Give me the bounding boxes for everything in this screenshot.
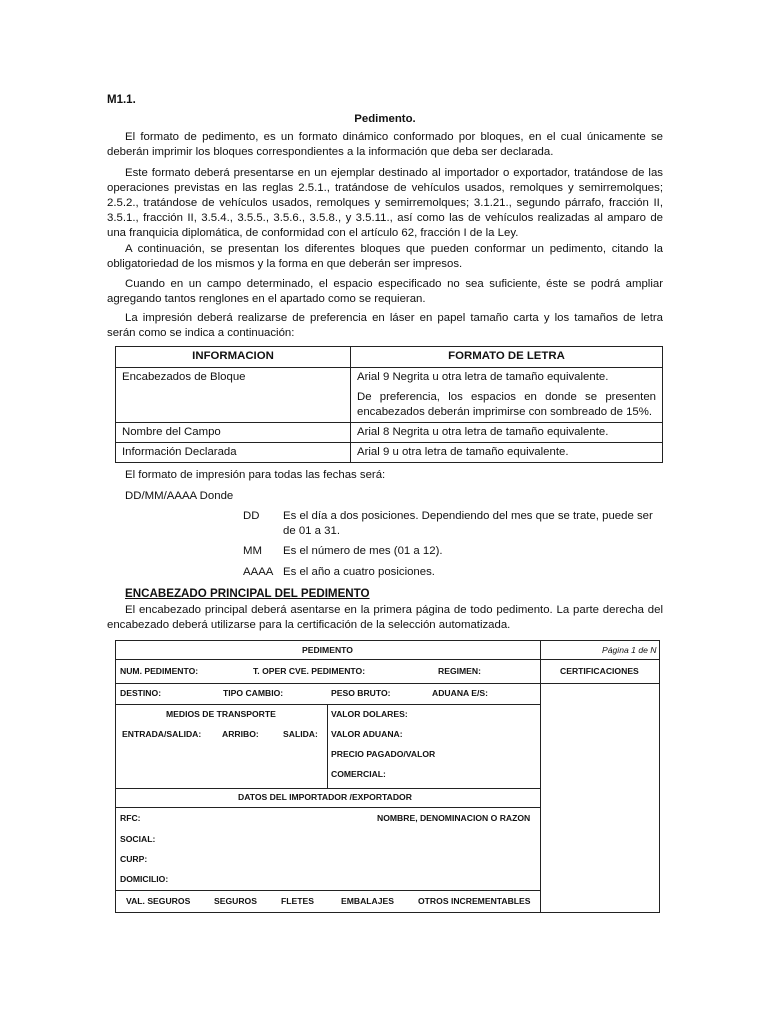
- paragraph-3: A continuación, se presentan los diferentes bloques que pueden conformar un pedimento, citando la obligatoriedad de los mismos y la forma en que deberán ser impresos.: [107, 243, 663, 270]
- table-header-format: FORMATO DE LETRA: [351, 347, 663, 368]
- field-entrada-salida: ENTRADA/SALIDA:: [122, 729, 202, 739]
- field-salida: SALIDA:: [283, 729, 318, 739]
- table-cell: Información Declarada: [116, 443, 351, 463]
- field-embalajes: EMBALAJES: [341, 896, 395, 906]
- field-otros-incrementables: OTROS INCREMENTABLES: [418, 896, 531, 906]
- field-valor-aduana: VALOR ADUANA:: [331, 729, 403, 739]
- date-format-pattern: DD/MM/AAAA Donde: [125, 490, 234, 502]
- form-page-number: Página 1 de N: [602, 645, 657, 655]
- form-divider: [116, 788, 540, 789]
- table-cell: [351, 368, 663, 423]
- date-def-text: Es el día a dos posiciones. Dependiendo del mes que se trate, puede ser de 01 a 31.: [283, 510, 653, 537]
- field-val-seguros: VAL. SEGUROS: [126, 896, 191, 906]
- table-cell: Arial 8 Negrita u otra letra de tamaño equivalente.: [351, 423, 663, 443]
- table-cell: Nombre del Campo: [116, 423, 351, 443]
- field-arribo: ARRIBO:: [222, 729, 259, 739]
- field-medios-transporte: MEDIOS DE TRANSPORTE: [166, 709, 276, 719]
- field-social: SOCIAL:: [120, 834, 156, 844]
- table-header-info: INFORMACION: [116, 347, 351, 368]
- field-fletes: FLETES: [281, 896, 314, 906]
- date-def-key: AAAA: [243, 566, 274, 578]
- table-cell: Encabezados de Bloque: [116, 368, 351, 423]
- field-num-pedimento: NUM. PEDIMENTO:: [120, 666, 199, 676]
- field-tipo-cambio: TIPO CAMBIO:: [223, 688, 284, 698]
- field-curp: CURP:: [120, 854, 148, 864]
- font-format-table: [115, 346, 663, 463]
- field-aduana: ADUANA E/S:: [432, 688, 489, 698]
- field-certificaciones: CERTIFICACIONES: [560, 666, 639, 676]
- pedimento-form: [115, 640, 660, 913]
- form-divider: [116, 890, 540, 891]
- form-divider: [116, 683, 659, 684]
- section-heading: ENCABEZADO PRINCIPAL DEL PEDIMENTO: [125, 587, 370, 600]
- field-t-oper: T. OPER CVE. PEDIMENTO:: [253, 666, 366, 676]
- field-peso-bruto: PESO BRUTO:: [331, 688, 391, 698]
- section-code: M1.1.: [107, 94, 136, 106]
- field-regimen: REGIMEN:: [438, 666, 481, 676]
- form-divider: [327, 704, 328, 788]
- field-domicilio: DOMICILIO:: [120, 874, 169, 884]
- field-destino: DESTINO:: [120, 688, 162, 698]
- date-def-text: Es el año a cuatro posiciones.: [283, 566, 435, 578]
- table-row: [116, 443, 663, 463]
- table-cell-text: De preferencia, los espacios en donde se presenten encabezados deberán imprimirse con sombreado de 15%.: [357, 391, 656, 418]
- form-divider: [540, 641, 541, 912]
- table-row: [116, 423, 663, 443]
- paragraph-5: La impresión deberá realizarse de preferencia en láser en papel tamaño carta y los tamaños de letra serán como se indica a continuación:: [107, 312, 663, 339]
- paragraph-1: El formato de pedimento, es un formato dinámico conformado por bloques, en el cual únicamente se deberán imprimir los bloques correspondientes a la información que deba ser declarada.: [107, 131, 663, 158]
- field-datos-importador: DATOS DEL IMPORTADOR /EXPORTADOR: [238, 792, 412, 802]
- date-format-intro: El formato de impresión para todas las fechas será:: [125, 469, 386, 481]
- date-def-text: Es el número de mes (01 a 12).: [283, 545, 443, 557]
- paragraph-2: Este formato deberá presentarse en un ejemplar destinado al importador o exportador, tratándose de las operaciones previstas en las reglas 2.5.1., tratándose de vehículos usados, remolques y semirremolques; 2.5.2., tratándose de vehículos usados, remolques y semirremolques; 3.1.21., segundo párrafo, fracción II, 3.5.1., fracción II, 3.5.4., 3.5.5., 3.5.6., 3.5.8., y 3.5.11., así como las de vehículos realizadas al amparo de una franquicia diplomática, de conformidad con el artículo 62, fracción I de la Ley.: [107, 167, 663, 239]
- section-paragraph: El encabezado principal deberá asentarse en la primera página de todo pedimento. La parte derecha del encabezado deberá utilizarse para la certificación de la selección automatizada.: [107, 604, 663, 631]
- form-divider: [116, 704, 540, 705]
- field-valor-dolares: VALOR DOLARES:: [331, 709, 408, 719]
- page-title: Pedimento.: [354, 113, 416, 125]
- date-def-key: MM: [243, 545, 262, 557]
- table-cell-text: Arial 9 Negrita u otra letra de tamaño equivalente.: [357, 371, 609, 383]
- form-title: PEDIMENTO: [302, 645, 353, 655]
- field-precio-pagado: PRECIO PAGADO/VALOR: [331, 749, 436, 759]
- table-row: [116, 368, 663, 423]
- form-divider: [116, 807, 540, 808]
- field-nombre: NOMBRE, DENOMINACION O RAZON: [377, 813, 531, 823]
- paragraph-4: Cuando en un campo determinado, el espacio especificado no sea suficiente, éste se podrá ampliar agregando tantos renglones en el apartado como se requieran.: [107, 278, 663, 305]
- date-def-key: DD: [243, 510, 260, 522]
- field-comercial: COMERCIAL:: [331, 769, 386, 779]
- field-seguros: SEGUROS: [214, 896, 257, 906]
- form-divider: [116, 659, 659, 660]
- field-rfc: RFC:: [120, 813, 141, 823]
- table-cell: Arial 9 u otra letra de tamaño equivalente.: [351, 443, 663, 463]
